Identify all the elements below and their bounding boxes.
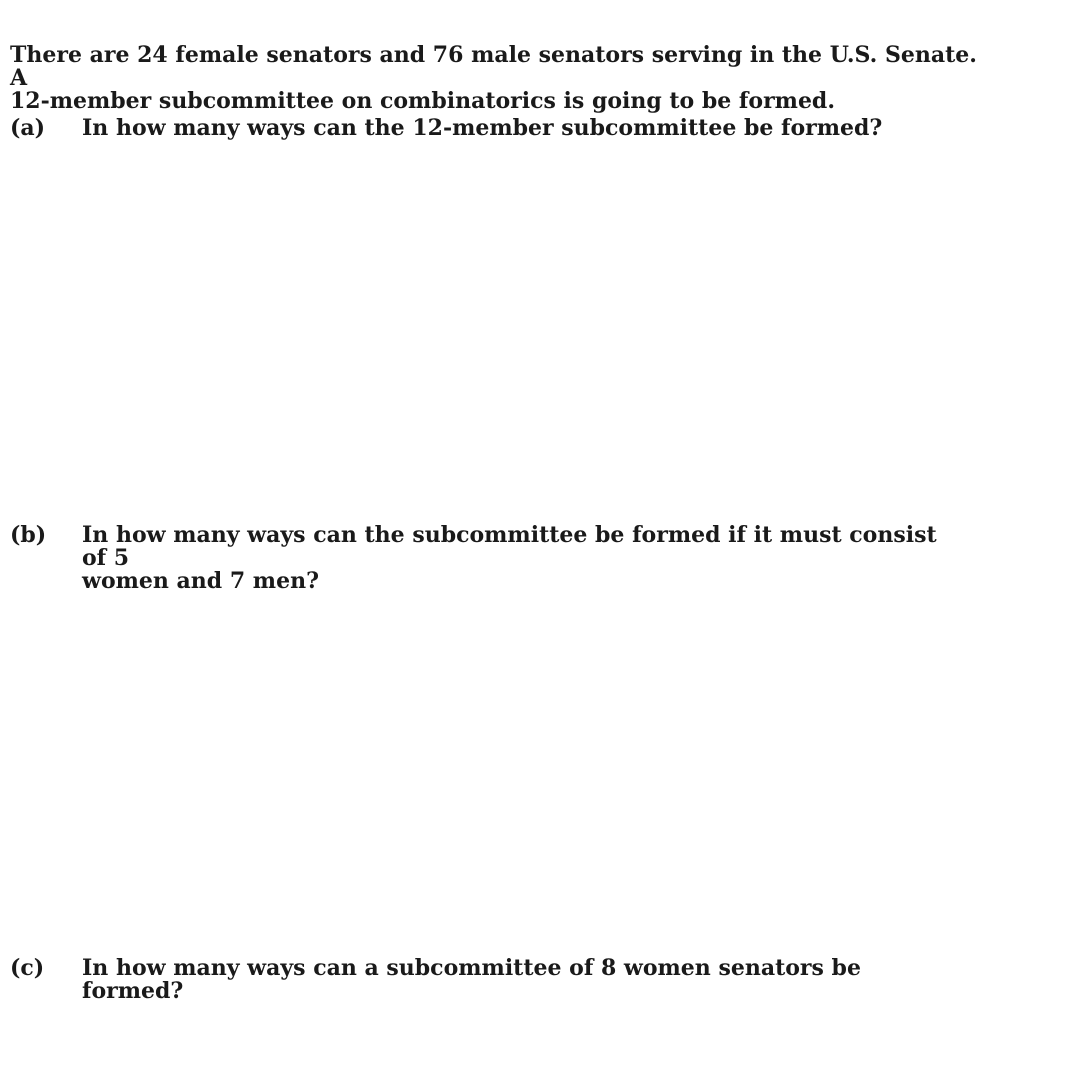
- question-a-text: [82, 117, 962, 140]
- problem-statement: [10, 44, 1000, 113]
- question-a-line-1: In how many ways can the 12-member subcommittee be formed?: [82, 115, 883, 141]
- question-a-label: (a): [10, 115, 46, 141]
- question-c-text: [82, 957, 962, 1003]
- question-b-line-1: In how many ways can the subcommittee be formed if it must consist of 5: [82, 522, 937, 571]
- question-b-text: [82, 524, 962, 593]
- question-b-label: (b): [10, 522, 47, 548]
- question-c-label: (c): [10, 955, 45, 981]
- question-c-line-1: In how many ways can a subcommittee of 8 women senators be formed?: [82, 955, 861, 1004]
- problem-statement-line-2: 12-member subcommittee on combinatorics is going to be formed.: [10, 88, 835, 114]
- question-b-line-2: women and 7 men?: [82, 568, 319, 594]
- problem-statement-line-1: There are 24 female senators and 76 male senators serving in the U.S. Senate. A: [10, 42, 977, 91]
